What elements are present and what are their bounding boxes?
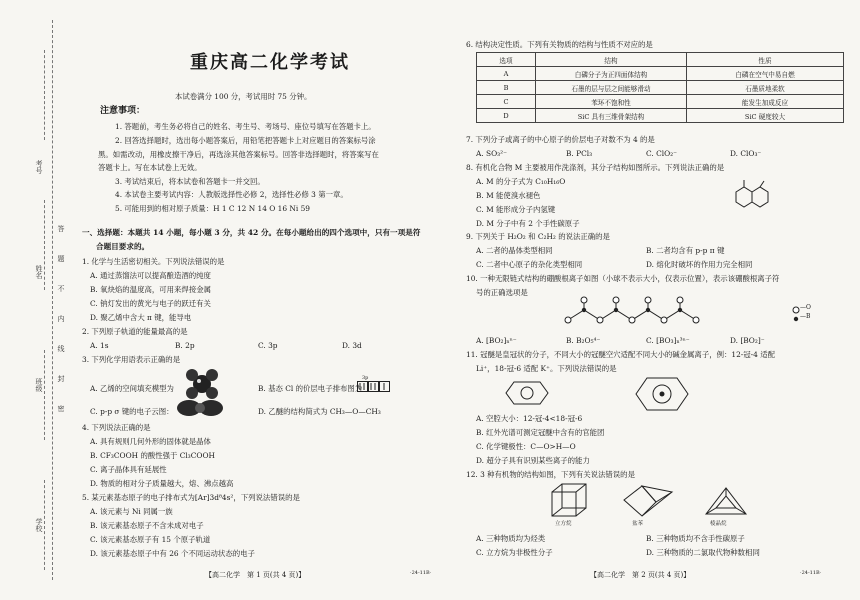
option: D. 超分子具有识别某些离子的能力	[476, 456, 590, 465]
option: C. 3p	[258, 341, 278, 350]
legend-oxygen: —O	[800, 304, 811, 311]
option: C. 化学键极性：C—O>H—O	[476, 442, 576, 451]
option: C. 立方烷为非极性分子	[476, 548, 553, 557]
table-row	[477, 67, 844, 81]
table-cell: 白磷在空气中易自燃	[687, 67, 844, 81]
footer-left: 【高二化学 第 1 页(共 4 页)】	[205, 571, 306, 579]
footer-code-right: ·24-11B·	[800, 570, 822, 576]
seal-word: 不	[57, 285, 65, 292]
option: A. 空腔大小：12-冠-4<18-冠-6	[476, 414, 583, 423]
seal-word: 封	[57, 375, 65, 382]
question-stem: 11. 冠醚是皇冠状的分子，不同大小的冠醚空穴适配不同大小的碱金属离子，例：12-冠-4 适配	[466, 350, 776, 359]
option: D. 该元素基态原子中有 26 个不同运动状态的电子	[90, 549, 255, 558]
option: D. 物质的相对分子质量越大，熔、沸点越高	[90, 479, 234, 488]
name-label: 姓名	[35, 265, 43, 279]
question-stem: 3. 下列化学用语表示正确的是	[82, 355, 181, 364]
section-heading-cont: 合题目要求的。	[96, 242, 150, 251]
question-stem: 5. 某元素基态原子的电子排布式为[Ar]3d⁸4s²，下列说法错误的是	[82, 493, 300, 502]
option: C. 钠灯发出的黄光与电子的跃迁有关	[90, 299, 211, 308]
table-cell: C	[477, 95, 536, 109]
option: A. 三种物质均为烃类	[476, 534, 546, 543]
question-stem: 8. 有机化合物 M 主要被用作洗涤剂，其分子结构如图所示。下列说法正确的是	[466, 163, 725, 172]
table-cell: SiC 硬度较大	[687, 109, 844, 123]
option: D. ClO₃⁻	[730, 149, 762, 158]
figure-label-cubane: 立方烷	[555, 521, 572, 527]
table-header: 选项	[477, 53, 536, 67]
table-cell: 白磷分子为正四面体结构	[536, 67, 687, 81]
ethylene-model-figure	[182, 366, 222, 402]
option: A. 具有规则几何外形的固体就是晶体	[90, 437, 211, 446]
table-cell: 能发生加成反应	[687, 95, 844, 109]
note-line: 1. 答题前，考生务必将自己的姓名、考生号、考场号、座位号填写在答题卡上。	[115, 122, 376, 131]
option: A. 1s	[90, 341, 109, 350]
option: C. 该元素基态原子有 15 个原子轨道	[90, 535, 211, 544]
question-stem: 4. 下列说法正确的是	[82, 423, 151, 432]
option: D. 熔化时破坏的作用力完全相同	[646, 260, 753, 269]
option: B. 基态 Cl 的价层电子排布图为	[258, 384, 363, 393]
exam-no-label: 考号	[35, 160, 43, 174]
option: A. 乙烯的空间填充模型为	[90, 384, 174, 393]
seal-word: 答	[57, 225, 65, 232]
orbital-label: 3p	[362, 375, 369, 381]
class-label: 班级	[35, 378, 43, 392]
option: B. CF₃COOH 的酸性强于 Cl₃COOH	[90, 451, 215, 460]
exam-no-underline	[44, 50, 45, 140]
option: C. 二者中心原子的杂化类型相同	[476, 260, 583, 269]
option: D. 乙醚的结构简式为 CH₃—O—CH₃	[258, 407, 381, 416]
table-row	[477, 95, 844, 109]
legend-markers	[792, 306, 800, 324]
table-header: 结构	[536, 53, 687, 67]
option: D. 聚乙烯中含大 π 键，能导电	[90, 313, 192, 322]
table-cell: B	[477, 81, 536, 95]
seal-word: 内	[57, 315, 65, 322]
note-line: 4. 本试卷主要考试内容：人教版选择性必修 2，选择性必修 3 第一章。	[115, 190, 348, 199]
table-row	[477, 109, 844, 123]
question-stem: 7. 下列分子或离子的中心原子的价层电子对数不为 4 的是	[466, 135, 655, 144]
option: C. [BO₃]ₙ³ⁿ⁻	[646, 336, 690, 345]
note-line: 3. 考试结束后，将本试卷和答题卡一并交回。	[115, 177, 265, 186]
crown-ether-18-6-figure	[632, 374, 692, 414]
q6-table	[476, 52, 844, 123]
option: A. 该元素与 Ni 同属一族	[90, 507, 173, 516]
figure-label-prismane: 棱晶烷	[710, 521, 727, 527]
footer-code-left: ·24-11B·	[410, 570, 432, 576]
note-line: 5. 可能用到的相对原子质量：H 1 C 12 N 14 O 16 Ni 59	[115, 204, 311, 213]
option: D. 三种物质的二氯取代物种数相同	[646, 548, 760, 557]
molecule-m-structure	[726, 172, 770, 218]
table-cell: 苯环不饱和性	[536, 95, 687, 109]
question-stem: 10. 一种无限链式结构的硼酸根离子如图（小球不表示大小，仅表示位置），表示该硼酸根离子符	[466, 274, 780, 283]
section-heading: 一、选择题：本题共 14 小题，每小题 3 分，共 42 分。在每小题给出的四个选项中，只有一项是符	[82, 228, 421, 237]
exam-subtitle: 本试卷满分 100 分，考试用时 75 分钟。	[175, 92, 312, 101]
option: A. SO₃²⁻	[476, 149, 507, 158]
option: A. M 的分子式为 C₁₀H₁₆O	[476, 177, 566, 186]
option: A. [BO₂]ₙⁿ⁻	[476, 336, 517, 345]
dewar-benzene-figure	[620, 482, 676, 520]
question-stem: 12. 3 种有机物的结构如图，下列有关说法错误的是	[466, 470, 635, 479]
prismane-figure	[702, 484, 752, 520]
school-underline	[44, 480, 45, 570]
question-stem: 2. 下列原子轨道的能量最高的是	[82, 327, 188, 336]
option: D. [BO₂]⁻	[730, 336, 765, 345]
sigma-bond-cloud-figure	[175, 398, 225, 418]
option: B. 该元素基态原子不含未成对电子	[90, 521, 204, 530]
seal-line	[52, 20, 53, 580]
option: B. M 能使溴水褪色	[476, 191, 541, 200]
note-line: 2. 回答选择题时，选出每小题答案后，用铅笔把答题卡上对应题目的答案标号涂	[115, 136, 376, 145]
option: B. 二者均含有 p-p π 键	[646, 246, 725, 255]
footer-right: 【高二化学 第 2 页(共 4 页)】	[590, 571, 691, 579]
option: C. ClO₂⁻	[646, 149, 678, 158]
option: A. 二者的晶体类型相同	[476, 246, 553, 255]
table-cell: SiC 具有三维骨架结构	[536, 109, 687, 123]
option: C. M 能形成分子内氢键	[476, 205, 556, 214]
option: C. p-p σ 键的电子云图：	[90, 407, 174, 416]
class-underline	[44, 350, 45, 440]
option: B. 2p	[175, 341, 195, 350]
cubane-figure	[548, 482, 592, 520]
table-cell: 石墨质地柔软	[687, 81, 844, 95]
option: A. 通过蒸馏法可以提高酿造酒的纯度	[90, 271, 211, 280]
seal-word: 密	[57, 405, 65, 412]
question-stem-cont: Li⁺，18-冠-6 适配 K⁺。下列说法错误的是	[476, 364, 617, 373]
seal-word: 题	[57, 255, 65, 262]
exam-title: 重庆高二化学考试	[190, 52, 350, 73]
option: C. 离子晶体具有延展性	[90, 465, 167, 474]
table-cell: A	[477, 67, 536, 81]
table-header: 性质	[687, 53, 844, 67]
legend-boron: —B	[800, 313, 811, 320]
crown-ether-12-4-figure	[502, 374, 552, 412]
table-row	[477, 81, 844, 95]
note-line: 答题卡上。写在本试卷上无效。	[98, 163, 202, 172]
note-line: 黑。如需改动，用橡皮擦干净后，再选涂其他答案标号。回答非选择题时，将答案写在	[98, 150, 379, 159]
borate-chain-figure	[560, 296, 720, 334]
option: B. PCl₃	[566, 149, 593, 158]
table-cell: 石墨的层与层之间能够滑动	[536, 81, 687, 95]
option: B. B₂O₅⁴⁻	[566, 336, 601, 345]
option: D. M 分子中有 2 个手性碳原子	[476, 219, 580, 228]
option: B. 氧炔焰的温度高，可用来焊接金属	[90, 285, 211, 294]
question-stem: 9. 下列关于 H₂O₂ 和 C₂H₂ 的说法正确的是	[466, 232, 610, 241]
orbital-box-diagram	[357, 381, 391, 393]
option: D. 3d	[342, 341, 362, 350]
seal-word: 线	[57, 345, 65, 352]
question-stem-cont: 号的正确选项是	[476, 288, 528, 297]
school-label: 学校	[35, 518, 43, 532]
binding-margin	[0, 0, 70, 600]
question-stem: 6. 结构决定性质。下列有关物质的结构与性质不对应的是	[466, 40, 653, 49]
table-cell: D	[477, 109, 536, 123]
question-stem: 1. 化学与生活密切相关。下列说法错误的是	[82, 257, 225, 266]
option: B. 红外光谱可测定冠醚中含有的官能团	[476, 428, 605, 437]
notes-heading: 注意事项：	[100, 106, 146, 116]
option: B. 三种物质均不含手性碳原子	[646, 534, 745, 543]
name-underline	[44, 200, 45, 290]
figure-label-dewar: 盆苯	[632, 521, 644, 527]
